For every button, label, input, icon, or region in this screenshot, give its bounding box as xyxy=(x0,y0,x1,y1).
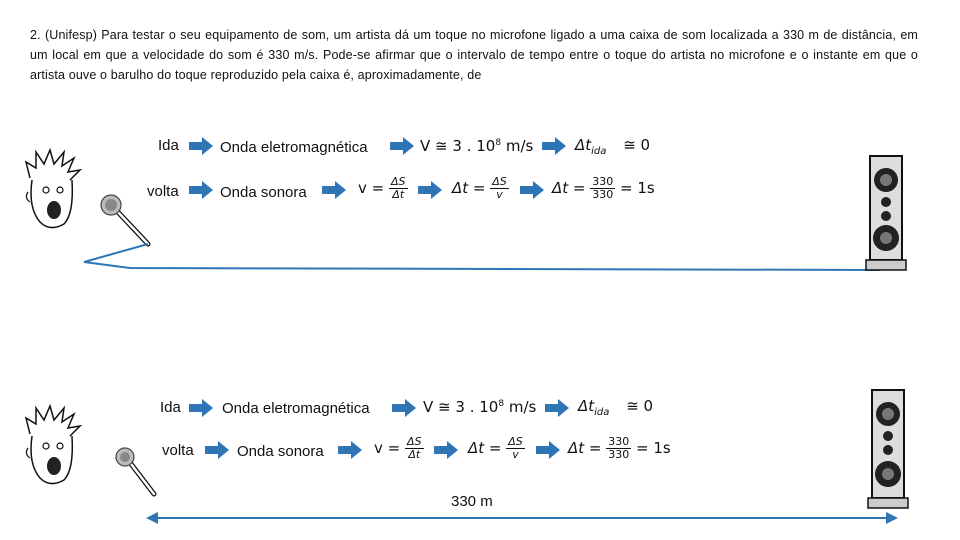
volta-result-formula: Δt = $\frac{330}{330}$ = 1s xyxy=(568,435,671,461)
volta-label: volta xyxy=(162,442,194,459)
ida-label: Ida xyxy=(158,137,179,154)
arrow-right-icon xyxy=(536,441,560,459)
arrow-right-icon xyxy=(205,441,229,459)
arrow-right-icon xyxy=(392,399,416,417)
ida-label: Ida xyxy=(160,399,181,416)
arrow-right-icon xyxy=(434,441,458,459)
volta-label: volta xyxy=(147,183,179,200)
volta-velocity-formula: v = $\frac{\Delta S}{\Delta t}$ xyxy=(358,175,406,201)
ida-wave-type: Onda eletromagnética xyxy=(222,400,370,417)
volta-velocity-formula: v = $\frac{\Delta S}{\Delta t}$ xyxy=(374,435,422,461)
arrow-right-icon xyxy=(338,441,362,459)
distance-label: 330 m xyxy=(451,493,493,510)
ida-wave-type: Onda eletromagnética xyxy=(220,139,368,156)
volta-wave-type: Onda sonora xyxy=(237,443,324,460)
ida-velocity-formula: V ≅ 3 . $10^8$ m/s xyxy=(420,137,534,155)
question-text: 2. (Unifesp) Para testar o seu equipamento de som, um artista dá um toque no microfone ligado a uma caixa de som localizada a 330 m de distância, em um local em que a velocidade do som é 330 m/s. Pode-se afirmar que o intervalo de tempo entre o toque do artista no microfone e o instante em que o artista ouve o barulho do toque reproduzido pela caixa é, aproximadamente, de xyxy=(30,28,918,82)
volta-time-formula: Δt = $\frac{\Delta S}{v}$ xyxy=(452,175,507,201)
arrow-right-icon xyxy=(545,399,569,417)
arrow-right-icon xyxy=(189,399,213,417)
ida-velocity-formula: V ≅ 3 . $10^8$ m/s xyxy=(423,398,537,416)
ida-time-formula: $\Delta t_{ida}$ ≅ 0 xyxy=(575,136,651,157)
volta-result-formula: Δt = $\frac{330}{330}$ = 1s xyxy=(552,175,655,201)
ida-time-formula: $\Delta t_{ida}$ ≅ 0 xyxy=(578,397,654,418)
volta-time-formula: Δt = $\frac{\Delta S}{v}$ xyxy=(468,435,523,461)
volta-wave-type: Onda sonora xyxy=(220,184,307,201)
